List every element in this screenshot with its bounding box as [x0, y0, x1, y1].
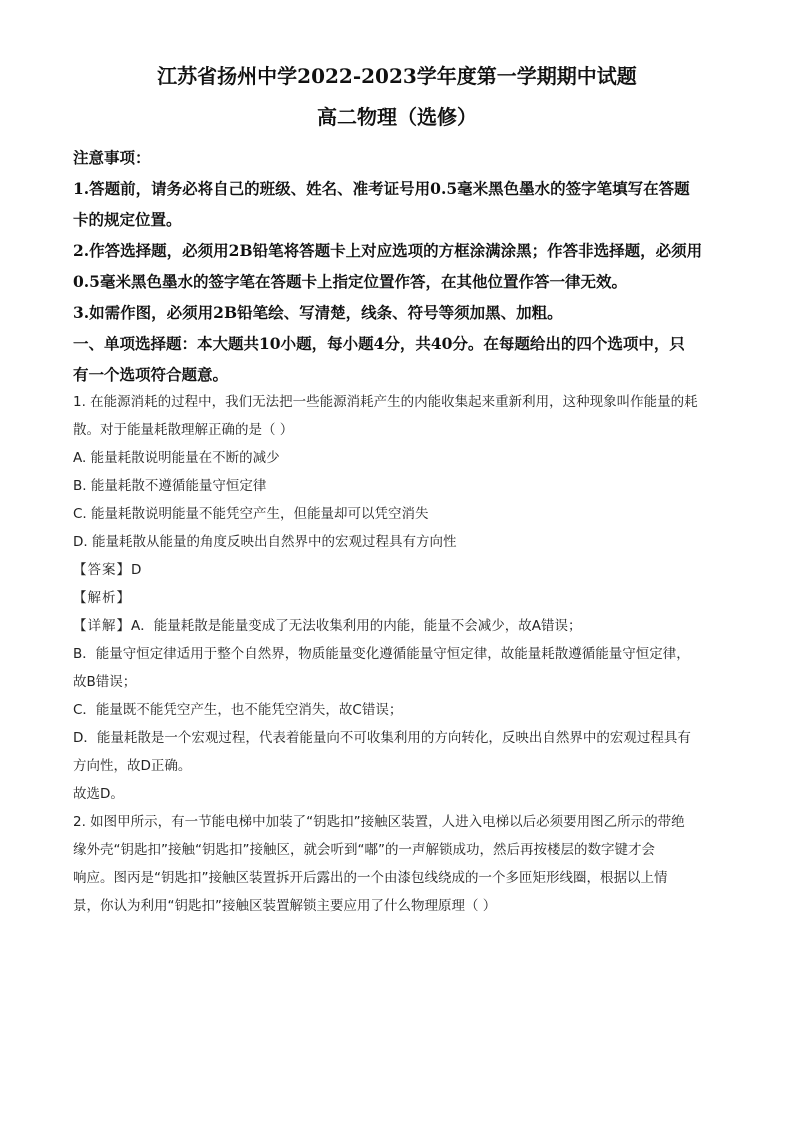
- notice-item-1-line-1: 1.答题前，请务必将自己的班级、姓名、准考证号用0.5毫米黑色墨水的签字笔填写在答题: [73, 179, 690, 198]
- q2-line-4: 景，你认为利用“钥匙扣”接触区装置解锁主要应用了什么物理原理（ ）: [73, 898, 497, 914]
- exam-subtitle: 高二物理（选修）: [317, 105, 477, 129]
- q1-option-a: A. 能量耗散说明能量在不断的减少: [73, 450, 280, 466]
- q1-detail-a: [73, 612, 733, 640]
- q1-stem-line-1: 1. 在能源消耗的过程中，我们无法把一些能源消耗产生的内能收集起来重新利用，这种现象叫作能量的耗: [73, 394, 698, 410]
- notice-heading: 注意事项：: [73, 148, 151, 167]
- analysis-tag: 【解析】: [73, 590, 131, 606]
- q1-detail-d-line-2: 方向性，故D正确。: [73, 758, 192, 774]
- notice-item-1-line-2: 卡的规定位置。: [73, 210, 182, 229]
- q1-detail-d-line-1: D．能量耗散是一个宏观过程，代表着能量向不可收集利用的方向转化，反映出自然界中的宏观过程具有: [73, 730, 691, 746]
- detail-a-text: A．能量耗散是能量变成了无法收集利用的内能，能量不会减少，故A错误；: [131, 618, 582, 634]
- section-1-heading-line-1: 一、单项选择题：本大题共10小题，每小题4分，共40分。在每题给出的四个选项中，只: [73, 334, 685, 353]
- q1-option-c: C. 能量耗散说明能量不能凭空产生，但能量却可以凭空消失: [73, 506, 429, 522]
- question-1: [73, 388, 733, 920]
- answer-tag: 【答案】: [73, 562, 131, 578]
- answer-value: D: [131, 562, 142, 578]
- exam-title: 江苏省扬州中学2022-2023学年度第一学期期中试题: [157, 64, 637, 88]
- q1-detail-b-line-1: B．能量守恒定律适用于整个自然界，物质能量变化遵循能量守恒定律，故能量耗散遵循能量守恒定律，: [73, 646, 690, 662]
- section-1-heading-line-2: 有一个选项符合题意。: [73, 365, 229, 384]
- q2-line-3: 响应。图丙是“钥匙扣”接触区装置拆开后露出的一个由漆包线绕成的一个多匝矩形线圈，根据以上情: [73, 870, 668, 886]
- notice-item-2-line-2: 0.5毫米黑色墨水的签字笔在答题卡上指定位置作答，在其他位置作答一律无效。: [73, 272, 627, 291]
- q1-answer: [73, 556, 733, 584]
- q2-line-1: 2. 如图甲所示，有一节能电梯中加装了“钥匙扣”接触区装置，人进入电梯以后必须要用图乙所示的带绝: [73, 814, 685, 830]
- q2-line-2: 缘外壳“钥匙扣”接触“钥匙扣”接触区，就会听到“嘟”的一声解锁成功，然后再按楼层的数字键才会: [73, 842, 655, 858]
- notice-item-2-line-1: 2.作答选择题，必须用2B铅笔将答题卡上对应选项的方框涂满涂黑；作答非选择题，必须用: [73, 241, 703, 260]
- q1-option-d: D. 能量耗散从能量的角度反映出自然界中的宏观过程具有方向性: [73, 534, 457, 550]
- q1-detail-c: C．能量既不能凭空产生，也不能凭空消失，故C错误；: [73, 702, 403, 718]
- notice-item-3: 3.如需作图，必须用2B铅笔绘、写清楚，线条、符号等须加黑、加粗。: [73, 303, 563, 322]
- detail-tag: 【详解】: [73, 618, 131, 634]
- q1-stem-line-2: 散。对于能量耗散理解正确的是（ ）: [73, 422, 294, 438]
- q1-conclusion: 故选D。: [73, 786, 124, 802]
- q1-detail-b-line-2: 故B错误；: [73, 674, 137, 690]
- notice-section: [73, 142, 733, 390]
- q1-option-b: B. 能量耗散不遵循能量守恒定律: [73, 478, 267, 494]
